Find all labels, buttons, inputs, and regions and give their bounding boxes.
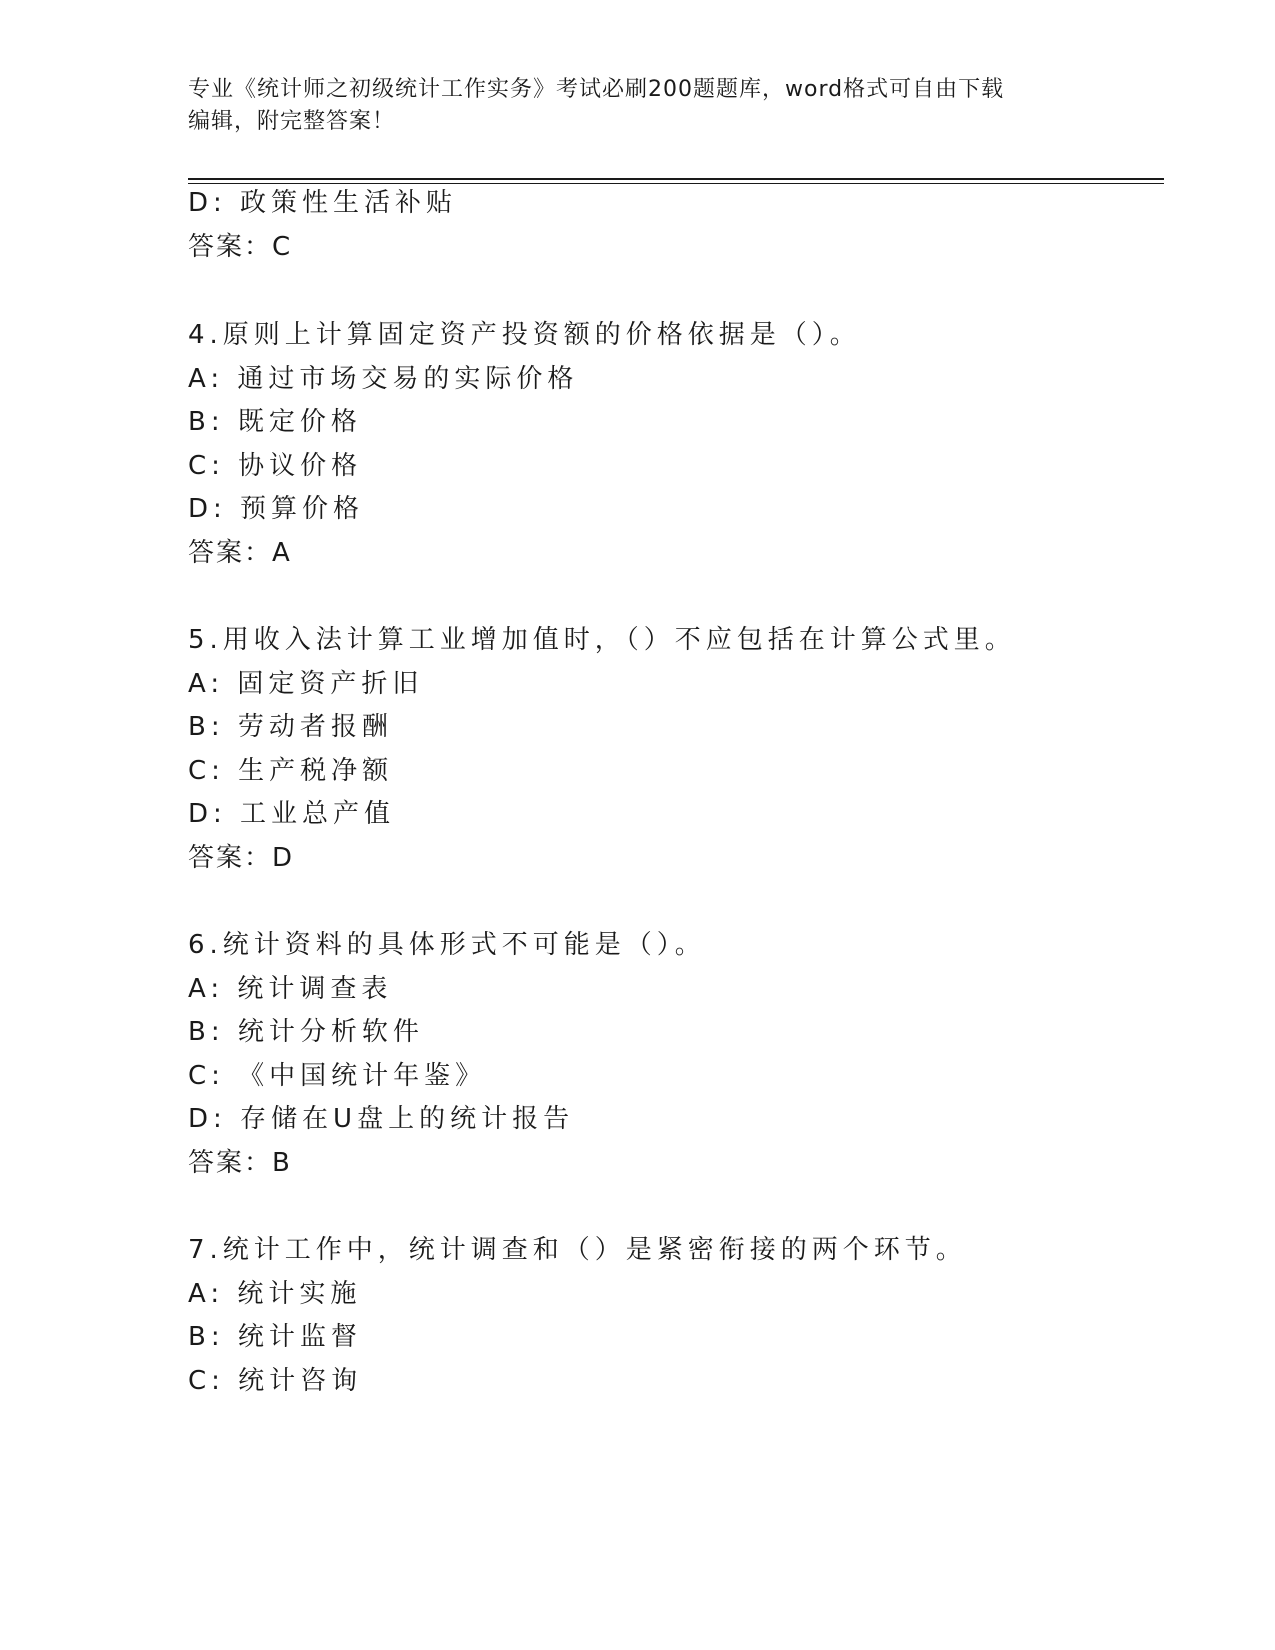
header-divider-thin: [188, 183, 1164, 184]
answer-label: 答案：A: [188, 538, 292, 568]
option-c: C: 生产税净额: [188, 756, 394, 786]
option-c: C: 统计咨询: [188, 1366, 363, 1396]
option-d: D: 存储在U盘上的统计报告: [188, 1104, 575, 1134]
option-b: B: 劳动者报酬: [188, 712, 393, 742]
option-b: B: 既定价格: [188, 407, 362, 437]
header-divider-thick: [188, 178, 1164, 180]
option-b: B: 统计监督: [188, 1322, 362, 1352]
answer-label: 答案：B: [188, 1148, 292, 1178]
header-line-1: 专业《统计师之初级统计工作实务》考试必刷200题题库，word格式可自由下载: [188, 77, 1005, 102]
option-a: A: 统计实施: [188, 1279, 362, 1309]
answer-label: 答案：D: [188, 843, 295, 873]
document-header: [188, 74, 1068, 138]
question-stem: 4.原则上计算固定资产投资额的价格依据是（）。: [188, 320, 861, 350]
question-stem: 7.统计工作中，统计调查和（）是紧密衔接的两个环节。: [188, 1235, 967, 1265]
header-line-2: 编辑，附完整答案！: [188, 109, 396, 134]
question-stem: 5.用收入法计算工业增加值时，（）不应包括在计算公式里。: [188, 625, 1016, 655]
option-a: A: 固定资产折旧: [188, 669, 424, 699]
option-d: D: 预算价格: [188, 494, 365, 524]
option-d: D: 工业总产值: [188, 799, 396, 829]
question-stem: 6.统计资料的具体形式不可能是（）。: [188, 930, 706, 960]
option-b: B: 统计分析软件: [188, 1017, 424, 1047]
option-a: A: 统计调查表: [188, 974, 393, 1004]
option-c: C: 《中国统计年鉴》: [188, 1061, 487, 1091]
option-a: A: 通过市场交易的实际价格: [188, 364, 579, 394]
answer-label: 答案：C: [188, 232, 293, 262]
option-c: C: 协议价格: [188, 451, 363, 481]
option-d: D: 政策性生活补贴: [188, 188, 458, 218]
